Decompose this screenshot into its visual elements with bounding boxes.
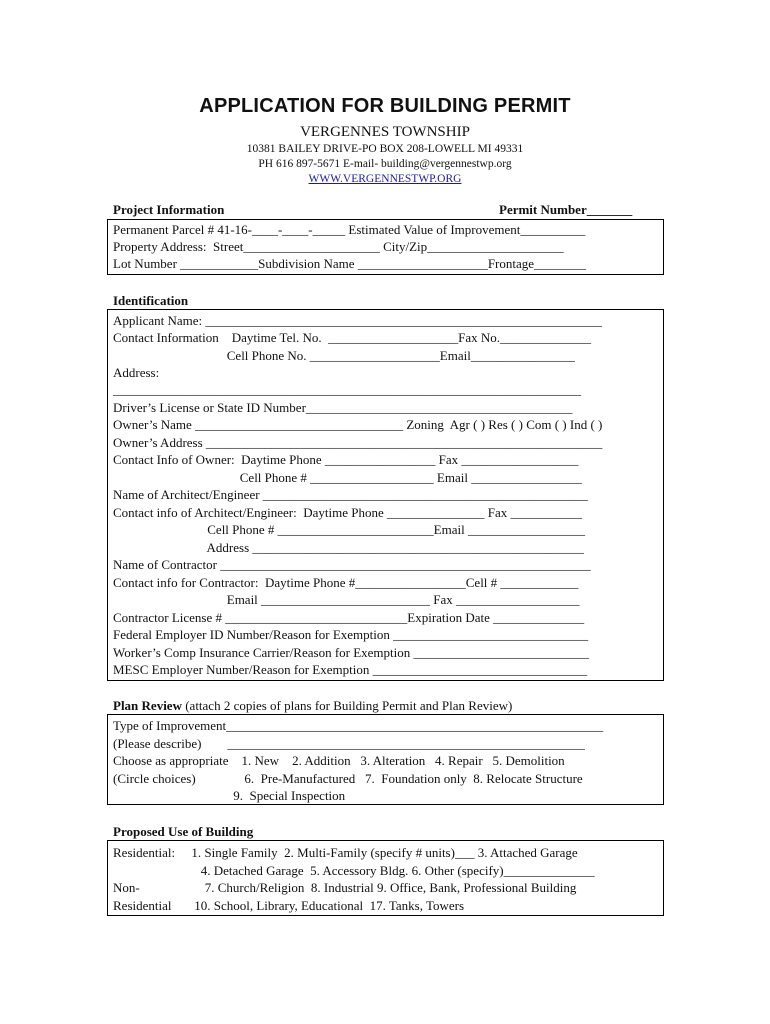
improvement-choices-3[interactable]: 9. Special Inspection [113, 788, 346, 803]
plan-review-note: (attach 2 copies of plans for Building Permit and Plan Review) [181, 698, 513, 713]
identification-heading: Identification [113, 293, 189, 308]
project-info-heading: Project Information [113, 202, 225, 217]
contractor-name-line[interactable]: Name of Contractor _________________________________________________________ [113, 557, 591, 572]
workers-comp-line[interactable]: Worker’s Comp Insurance Carrier/Reason for Exemption ___________________________ [113, 645, 590, 660]
owner-name-line[interactable]: Owner’s Name ________________________________ Zoning Agr ( ) Res ( ) Com ( ) Ind ( ) [113, 417, 603, 432]
owner-address-line[interactable]: Owner’s Address _____________________________________________________________ [113, 435, 603, 450]
proposed-use-heading: Proposed Use of Building [113, 824, 254, 839]
architect-address-line[interactable]: Address ___________________________________________________ [113, 540, 584, 555]
organization-contact: PH 616 897-5671 E-mail- building@vergennestwp.org [258, 158, 512, 170]
cell-phone-line[interactable]: Cell Phone No. ____________________Email________________ [113, 348, 575, 363]
contractor-license-line[interactable]: Contractor License # ____________________________Expiration Date ______________ [113, 610, 585, 625]
parcel-line[interactable]: Permanent Parcel # 41-16-____-____-_____ Estimated Value of Improvement__________ [113, 222, 586, 237]
non-residential-line-1[interactable]: Non- 7. Church/Religion 8. Industrial 9. Office, Bank, Professional Building [113, 880, 577, 895]
please-describe-line[interactable]: (Please describe) _______________________________________________________ [113, 736, 585, 751]
architect-name-line[interactable]: Name of Architect/Engineer __________________________________________________ [113, 487, 588, 502]
owner-cell-line[interactable]: Cell Phone # ___________________ Email _________________ [113, 470, 582, 485]
form-title: APPLICATION FOR BUILDING PERMIT [199, 95, 571, 117]
permit-number-field[interactable]: Permit Number_______ [499, 202, 633, 217]
lot-number-line[interactable]: Lot Number ____________Subdivision Name ____________________Frontage________ [113, 256, 587, 271]
property-address-line[interactable]: Property Address: Street_____________________ City/Zip_____________________ [113, 239, 564, 254]
residential-line-1[interactable]: Residential: 1. Single Family 2. Multi-Family (specify # units)___ 3. Attached Garage [113, 845, 578, 860]
non-residential-line-2[interactable]: Residential 10. School, Library, Educational 17. Tanks, Towers [113, 898, 465, 913]
improvement-choices-2[interactable]: (Circle choices) 6. Pre-Manufactured 7. Foundation only 8. Relocate Structure [113, 771, 583, 786]
improvement-choices-1[interactable]: Choose as appropriate 1. New 2. Addition 3. Alteration 4. Repair 5. Demolition [113, 753, 565, 768]
website-link[interactable]: WWW.VERGENNESTWP.ORG [308, 173, 462, 185]
organization-name: VERGENNES TOWNSHIP [300, 124, 470, 140]
type-of-improvement-line[interactable]: Type of Improvement__________________________________________________________ [113, 718, 604, 733]
contact-info-line[interactable]: Contact Information Daytime Tel. No. ____________________Fax No.______________ [113, 330, 591, 345]
federal-employer-id-line[interactable]: Federal Employer ID Number/Reason for Exemption ______________________________ [113, 627, 589, 642]
drivers-license-line[interactable]: Driver’s License or State ID Number_________________________________________ [113, 400, 573, 415]
owner-contact-line[interactable]: Contact Info of Owner: Daytime Phone _________________ Fax __________________ [113, 452, 579, 467]
residential-line-2[interactable]: 4. Detached Garage 5. Accessory Bldg. 6. Other (specify)______________ [113, 863, 595, 878]
plan-review-heading [113, 698, 512, 714]
applicant-name-line[interactable]: Applicant Name: _____________________________________________________________ [113, 313, 602, 328]
contractor-email-line[interactable]: Email __________________________ Fax ___________________ [113, 592, 580, 607]
organization-address: 10381 BAILEY DRIVE-PO BOX 208-LOWELL MI 49331 [246, 143, 524, 155]
address-line[interactable]: ________________________________________________________________________ [113, 382, 581, 397]
mesc-employer-line[interactable]: MESC Employer Number/Reason for Exemption _________________________________ [113, 662, 588, 677]
architect-contact-line[interactable]: Contact info of Architect/Engineer: Daytime Phone _______________ Fax ___________ [113, 505, 583, 520]
address-label: Address: [113, 365, 160, 380]
contractor-contact-line[interactable]: Contact info for Contractor: Daytime Phone #_________________Cell # ____________ [113, 575, 579, 590]
architect-cell-line[interactable]: Cell Phone # ________________________Email __________________ [113, 522, 585, 537]
plan-review-title: Plan Review [113, 698, 182, 713]
